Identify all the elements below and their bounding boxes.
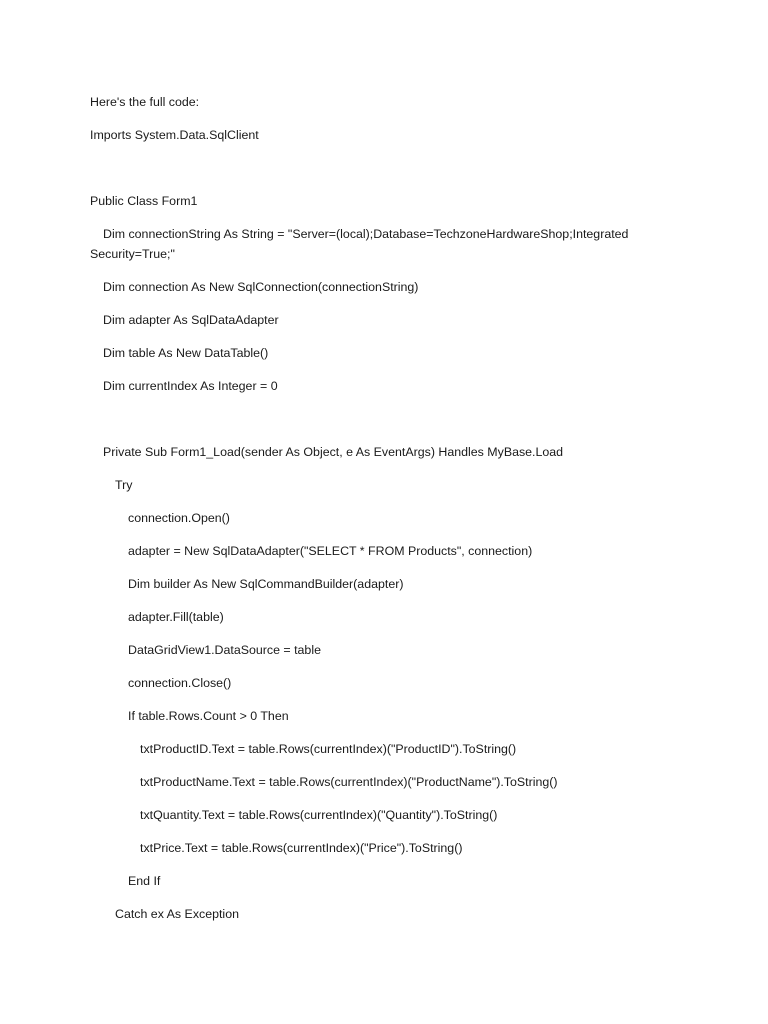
code-line: Imports System.Data.SqlClient [90, 128, 259, 142]
code-line: Catch ex As Exception [115, 906, 239, 921]
code-line: Dim table As New DataTable() [103, 345, 269, 360]
code-line: txtPrice.Text = table.Rows(currentIndex)("Price").ToString() [140, 840, 463, 855]
code-line: Private Sub Form1_Load(sender As Object, e As EventArgs) Handles MyBase.Load [103, 444, 564, 459]
code-line: connection.Close() [128, 675, 232, 690]
code-line: Dim currentIndex As Integer = 0 [103, 378, 278, 393]
code-line: txtProductID.Text = table.Rows(currentIndex)("ProductID").ToString() [140, 741, 517, 756]
code-line: DataGridView1.DataSource = table [128, 642, 321, 657]
code-line: Dim adapter As SqlDataAdapter [103, 312, 279, 327]
blank-line [90, 410, 650, 430]
code-line: End If [128, 873, 161, 888]
code-line: Try [115, 477, 133, 492]
intro-text: Here's the full code: [90, 95, 200, 109]
blank-line [90, 159, 650, 179]
code-line: adapter.Fill(table) [128, 609, 224, 624]
code-line: txtQuantity.Text = table.Rows(currentIndex)("Quantity").ToString() [140, 807, 498, 822]
code-line: txtProductName.Text = table.Rows(currentIndex)("ProductName").ToString() [140, 774, 558, 789]
code-line: adapter = New SqlDataAdapter("SELECT * FROM Products", connection) [128, 543, 533, 558]
code-line: Public Class Form1 [90, 194, 198, 208]
document-body [90, 93, 650, 938]
code-line: Dim connectionString As String = "Server=(local);Database=TechzoneHardwareShop;Integrated Security=True;" [90, 227, 632, 261]
code-line: Dim connection As New SqlConnection(connectionString) [103, 279, 419, 294]
code-line: If table.Rows.Count > 0 Then [128, 708, 289, 723]
code-line: Dim builder As New SqlCommandBuilder(adapter) [128, 576, 404, 591]
code-line: connection.Open() [128, 510, 230, 525]
